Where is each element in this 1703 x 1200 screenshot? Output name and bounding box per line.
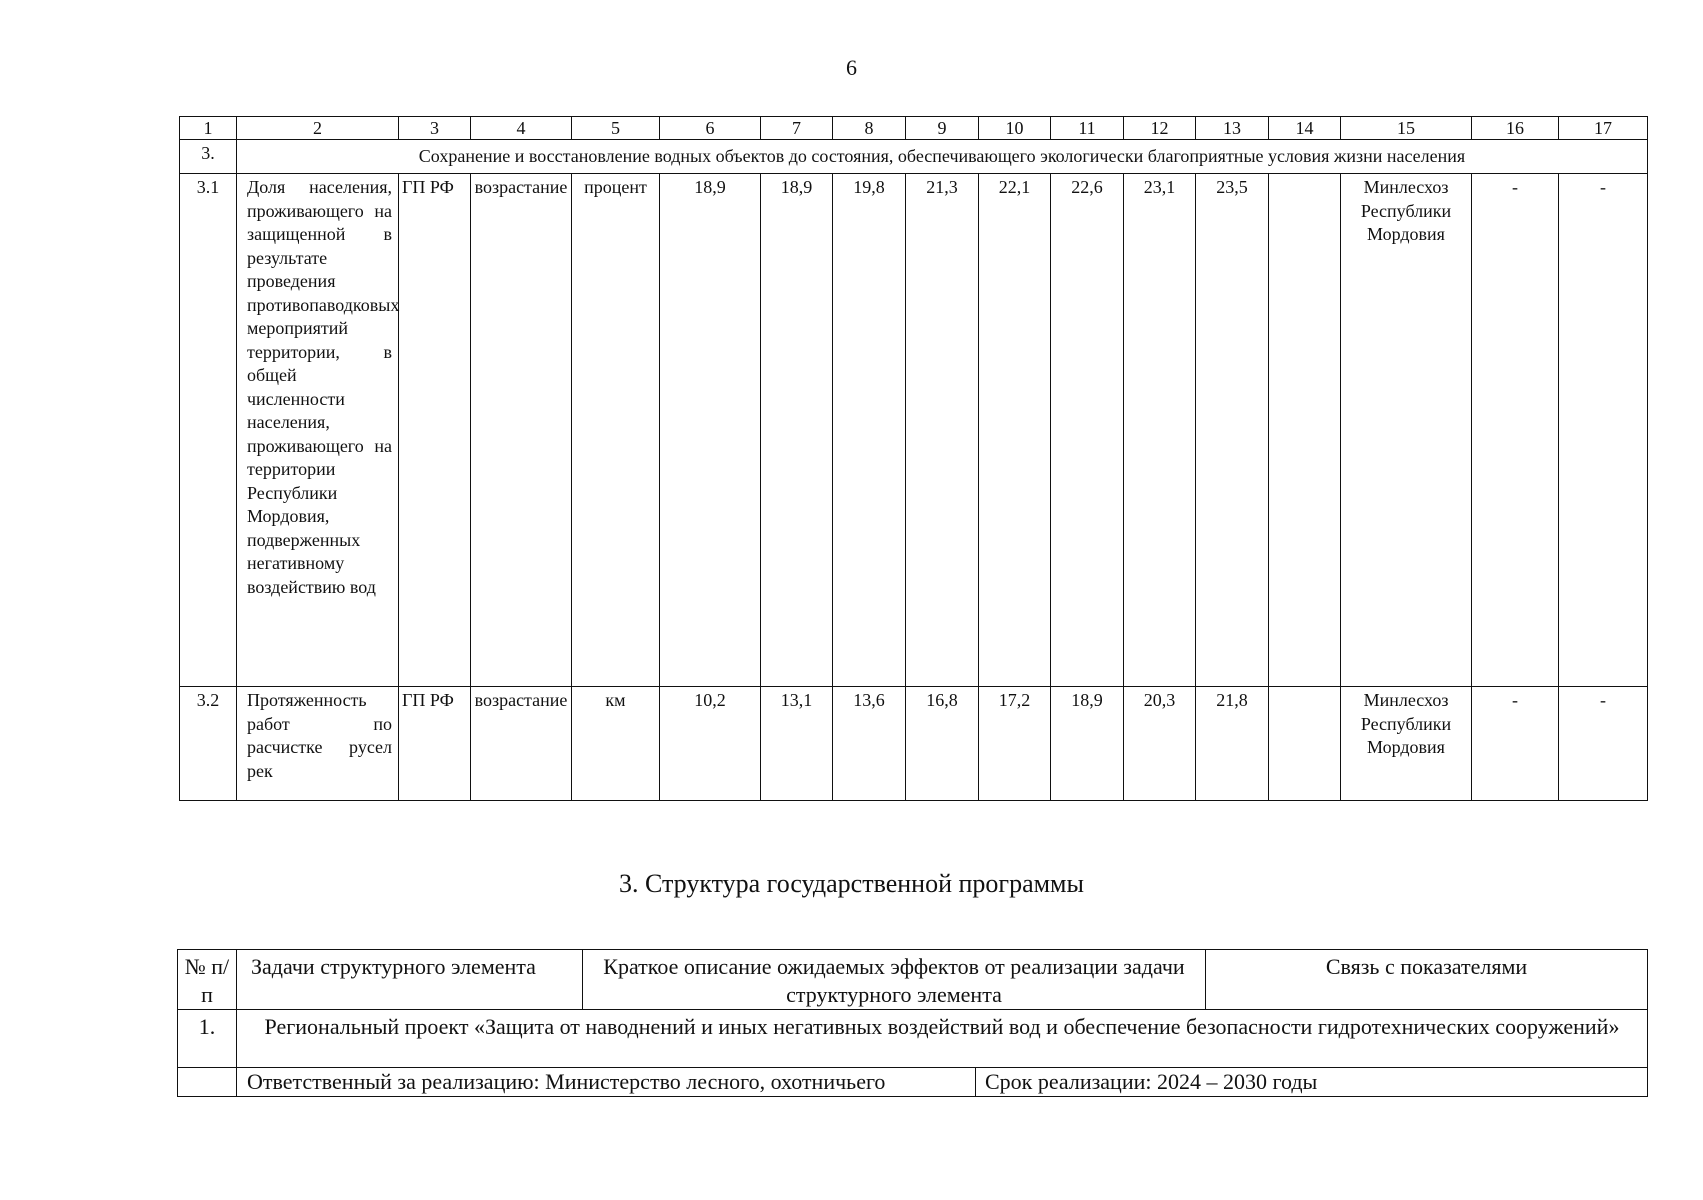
regional-project-title: Региональный проект «Защита от наводнений и иных негативных воздействий вод и обеспечение безопасности гидротехнических сооружений» xyxy=(237,1010,1648,1068)
responsible-cell xyxy=(237,1068,1648,1097)
header-tasks: Задачи структурного элемента xyxy=(237,950,583,1010)
header-effects: Краткое описание ожидаемых эффектов от реализации задачи структурного элемента xyxy=(583,950,1206,1010)
indicator-value xyxy=(1269,687,1341,801)
indicator-value: 19,8 xyxy=(833,174,906,687)
indicator-level: ГП РФ xyxy=(399,174,471,687)
section-row xyxy=(180,140,1648,174)
indicator-value: 20,3 xyxy=(1124,687,1196,801)
page-number: 6 xyxy=(846,55,857,80)
column-number: 7 xyxy=(761,117,833,140)
empty-cell xyxy=(178,1068,237,1097)
column-number: 17 xyxy=(1559,117,1648,140)
table-row xyxy=(178,1010,1648,1068)
row-number: 3.1 xyxy=(180,174,237,687)
indicator-value: 18,9 xyxy=(1051,687,1124,801)
responsible-body: Минлесхоз Республики Мордовия xyxy=(1341,687,1472,801)
responsible-text: Ответственный за реализацию: Министерство лесного, охотничьего xyxy=(247,1069,886,1094)
column-number: 16 xyxy=(1472,117,1559,140)
indicator-value: 18,9 xyxy=(761,174,833,687)
indicator-value: 13,1 xyxy=(761,687,833,801)
indicator-name: Протяженность работ по расчистке русел рек xyxy=(237,687,399,801)
column-number: 4 xyxy=(471,117,572,140)
indicator-value: 22,1 xyxy=(979,174,1051,687)
header-num: № п/п xyxy=(178,950,237,1010)
responsible-row xyxy=(178,1068,1648,1097)
column-number: 1 xyxy=(180,117,237,140)
indicator-value: 10,2 xyxy=(660,687,761,801)
divider xyxy=(975,1068,976,1096)
indicator-value: 18,9 xyxy=(660,174,761,687)
indicator-trend: возрастание xyxy=(471,687,572,801)
section-title: Сохранение и восстановление водных объектов до состояния, обеспечивающего экологически благоприятные условия жизни населения xyxy=(237,140,1648,174)
structure-header-row xyxy=(178,950,1648,1010)
column-number: 5 xyxy=(572,117,660,140)
indicator-value: 13,6 xyxy=(833,687,906,801)
column-number: 14 xyxy=(1269,117,1341,140)
column-number: 2 xyxy=(237,117,399,140)
indicator-trend: возрастание xyxy=(471,174,572,687)
indicator-unit: км xyxy=(572,687,660,801)
indicator-value: 21,3 xyxy=(906,174,979,687)
indicator-value: 21,8 xyxy=(1196,687,1269,801)
column-17-value: - xyxy=(1559,687,1648,801)
structure-heading: 3. Структура государственной программы xyxy=(619,869,1084,898)
period-text: Срок реализации: 2024 – 2030 годы xyxy=(985,1069,1318,1094)
indicator-level: ГП РФ xyxy=(399,687,471,801)
indicator-name: Доля населения, проживающего на защищенной в результате проведения противопаводковых мероприятий территории, в общей численности населения, проживающего на территории Республики Мордовия, подверженных негативному воздействию вод xyxy=(237,174,399,687)
column-number: 6 xyxy=(660,117,761,140)
column-number: 11 xyxy=(1051,117,1124,140)
row-number: 1. xyxy=(178,1010,237,1068)
table-row xyxy=(180,174,1648,687)
row-number: 3.2 xyxy=(180,687,237,801)
column-17-value: - xyxy=(1559,174,1648,687)
indicator-value: 23,5 xyxy=(1196,174,1269,687)
indicator-value xyxy=(1269,174,1341,687)
indicators-table xyxy=(179,116,1648,801)
column-number: 8 xyxy=(833,117,906,140)
column-number: 3 xyxy=(399,117,471,140)
responsible-body: Минлесхоз Республики Мордовия xyxy=(1341,174,1472,687)
table-row xyxy=(180,687,1648,801)
column-number: 12 xyxy=(1124,117,1196,140)
structure-table xyxy=(177,949,1648,1097)
column-number: 15 xyxy=(1341,117,1472,140)
section-number: 3. xyxy=(180,140,237,174)
column-number: 9 xyxy=(906,117,979,140)
column-16-value: - xyxy=(1472,687,1559,801)
column-16-value: - xyxy=(1472,174,1559,687)
indicator-value: 16,8 xyxy=(906,687,979,801)
indicator-unit: процент xyxy=(572,174,660,687)
column-number-row xyxy=(180,117,1648,140)
column-number: 10 xyxy=(979,117,1051,140)
header-link: Связь с показателями xyxy=(1206,950,1648,1010)
indicator-value: 17,2 xyxy=(979,687,1051,801)
column-number: 13 xyxy=(1196,117,1269,140)
indicator-value: 22,6 xyxy=(1051,174,1124,687)
indicator-value: 23,1 xyxy=(1124,174,1196,687)
